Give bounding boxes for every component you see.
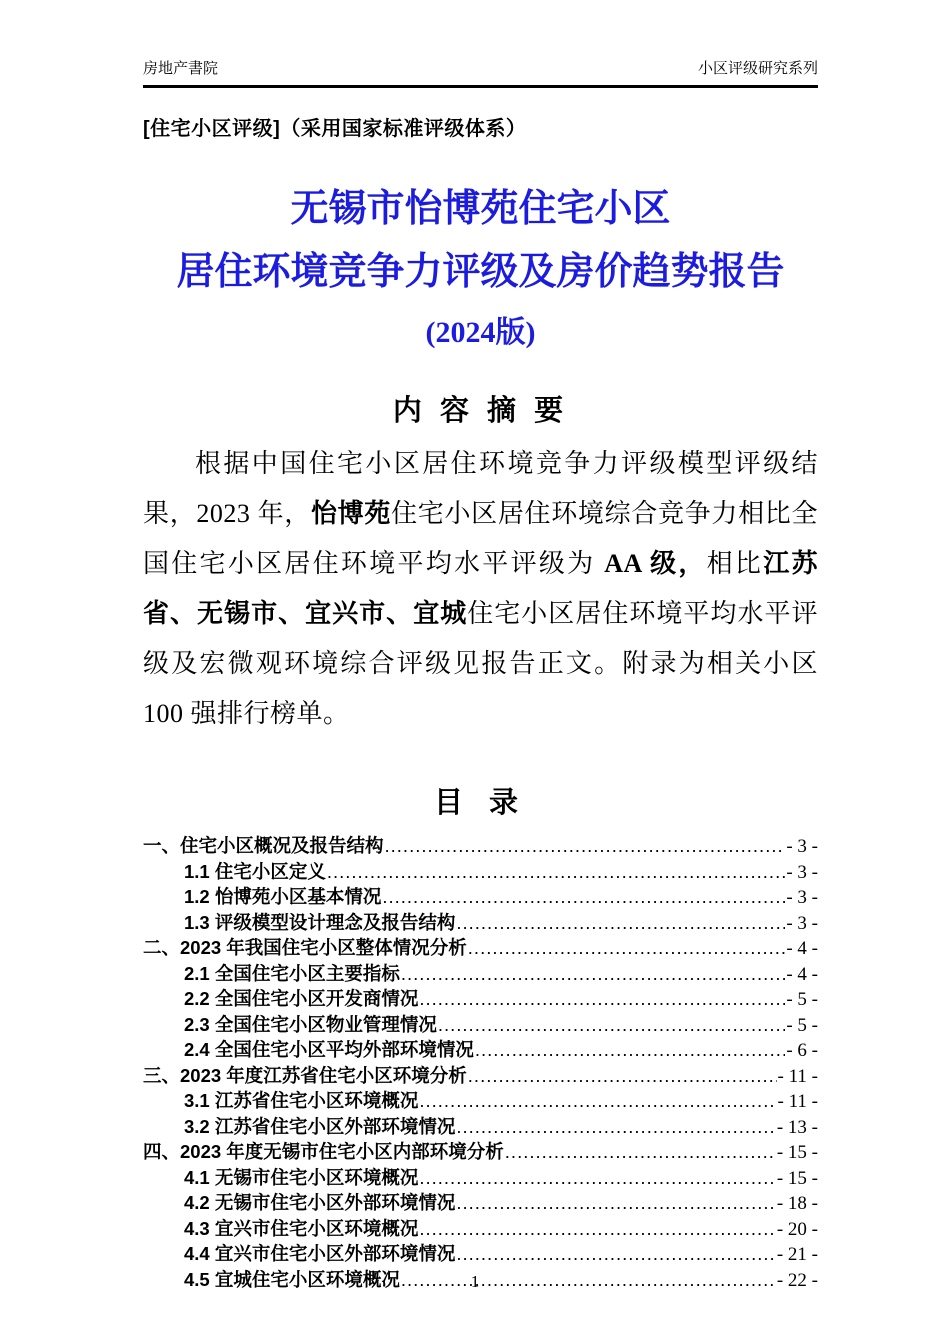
- toc-dot-leader: [475, 1038, 785, 1063]
- toc-item-label: 2.1 全国住宅小区主要指标: [184, 962, 400, 984]
- toc-item-label: 2.2 全国住宅小区开发商情况: [184, 988, 419, 1010]
- toc-item: [143, 1089, 818, 1115]
- toc-page-number: - 3 -: [786, 887, 818, 909]
- toc-page-number: - 6 -: [786, 1040, 818, 1062]
- toc-item: [143, 1064, 818, 1090]
- toc-dot-leader: [468, 936, 786, 961]
- toc-dot-leader: [327, 860, 785, 885]
- report-edition: (2024版): [425, 316, 536, 350]
- toc-item-label: 1.2 怡博苑小区基本情况: [184, 886, 382, 908]
- toc-item-label: 1.1 住宅小区定义: [184, 860, 326, 882]
- toc-page-number: - 18 -: [776, 1193, 818, 1215]
- toc-dot-leader: [419, 1089, 776, 1114]
- toc-item: [143, 834, 818, 860]
- toc-item: [143, 936, 818, 962]
- toc-dot-leader: [438, 1013, 785, 1038]
- toc-page-number: - 4 -: [786, 963, 818, 985]
- toc-item-label: 四、2023 年度无锡市住宅小区内部环境分析: [143, 1141, 504, 1163]
- toc-item-label: 4.2 无锡市住宅小区外部环境情况: [184, 1192, 456, 1214]
- toc-page-number: - 5 -: [786, 1014, 818, 1036]
- abstract-bold-segment: AA 级，: [604, 549, 707, 579]
- toc-page-number: - 15 -: [776, 1142, 818, 1164]
- toc-dot-leader: [401, 962, 785, 987]
- toc-dot-leader: [456, 1191, 775, 1216]
- toc-page-number: - 3 -: [786, 861, 818, 883]
- toc-page-number: - 15 -: [776, 1167, 818, 1189]
- toc-item-label: 2.3 全国住宅小区物业管理情况: [184, 1013, 437, 1035]
- toc-item: [143, 1166, 818, 1192]
- toc-item: [143, 1140, 818, 1166]
- toc-page-number: - 20 -: [776, 1218, 818, 1240]
- toc-dot-leader: [382, 885, 785, 910]
- abstract-bold-segment: 江苏省、无锡市、宜兴市、宜城: [143, 549, 818, 629]
- toc-item: [143, 962, 818, 988]
- toc-item-label: 一、住宅小区概况及报告结构: [143, 835, 384, 857]
- toc-item: [143, 1242, 818, 1268]
- abstract-heading: 内 容 摘 要: [392, 394, 569, 427]
- toc-item-label: 4.1 无锡市住宅小区环境概况: [184, 1166, 419, 1188]
- toc-item-label: 2.4 全国住宅小区平均外部环境情况: [184, 1039, 474, 1061]
- toc-item-label: 三、2023 年度江苏省住宅小区环境分析: [143, 1064, 467, 1086]
- toc-page-number: - 3 -: [786, 836, 818, 858]
- toc-dot-leader: [385, 834, 786, 859]
- abstract-text-segment: 相比: [706, 549, 764, 579]
- toc-dot-leader: [456, 911, 785, 936]
- footer-page-number: 1: [470, 1272, 480, 1291]
- header-right-text: 小区评级研究系列: [697, 60, 818, 77]
- toc-dot-leader: [456, 1115, 775, 1140]
- report-title-line2: 居住环境竞争力评级及房价趋势报告: [176, 250, 785, 293]
- toc-item-label: 3.2 江苏省住宅小区外部环境情况: [184, 1115, 456, 1137]
- toc-item-label: 4.4 宜兴市住宅小区外部环境情况: [184, 1243, 456, 1265]
- toc-item: [143, 1191, 818, 1217]
- toc-page-number: - 22 -: [776, 1269, 818, 1291]
- toc-item: [143, 1013, 818, 1039]
- toc-item-label: 3.1 江苏省住宅小区环境概况: [184, 1090, 419, 1112]
- toc-item-label: 4.3 宜兴市住宅小区环境概况: [184, 1217, 419, 1239]
- toc-item: [143, 860, 818, 886]
- abstract-text-segment: 住宅小区居住环境平均水平评级及宏微观环境综合评级见报告正文。附录为相关小区 100 强排行榜单。: [143, 599, 818, 729]
- toc-dot-leader: [419, 987, 785, 1012]
- toc-dot-leader: [456, 1242, 775, 1267]
- toc-page-number: - 5 -: [786, 989, 818, 1011]
- toc-dot-leader: [505, 1140, 776, 1165]
- toc-item: [143, 1115, 818, 1141]
- header-left-text: 房地产書院: [143, 60, 219, 77]
- toc-item: [143, 911, 818, 937]
- toc-item: [143, 1217, 818, 1243]
- toc-page-number: - 4 -: [786, 938, 818, 960]
- toc-item: [143, 885, 818, 911]
- toc-page-number: - 11 -: [777, 1065, 818, 1087]
- page-header: [143, 60, 818, 88]
- toc-item: [143, 1038, 818, 1064]
- toc-item: [143, 987, 818, 1013]
- rating-system-note: [住宅小区评级]（采用国家标准评级体系）: [143, 118, 527, 140]
- toc-item-label: 二、2023 年我国住宅小区整体情况分析: [143, 937, 467, 959]
- toc-dot-leader: [419, 1166, 775, 1191]
- toc-list: [143, 834, 818, 1293]
- report-title-line1: 无锡市怡博苑住宅小区: [290, 188, 671, 230]
- toc-heading: 目 录: [433, 787, 528, 820]
- abstract-text-segment: 住宅小区居住环境综合竞争力相比全国住宅小区居住环境平均水平评级为: [143, 499, 818, 579]
- toc-item-label: 1.3 评级模型设计理念及报告结构: [184, 911, 456, 933]
- abstract-text-segment: 根据中国住宅小区居住环境竞争力评级模型评级结果，2023 年，: [143, 449, 818, 529]
- abstract-paragraph: [143, 439, 818, 739]
- toc-page-number: - 21 -: [776, 1244, 818, 1266]
- toc-dot-leader: [419, 1217, 775, 1242]
- toc-page-number: - 3 -: [786, 912, 818, 934]
- toc-page-number: - 13 -: [776, 1116, 818, 1138]
- toc-dot-leader: [468, 1064, 777, 1089]
- toc-item-label: 4.5 宜城住宅小区环境概况: [184, 1268, 400, 1290]
- toc-page-number: - 11 -: [777, 1091, 818, 1113]
- abstract-bold-segment: 怡博苑: [310, 499, 392, 529]
